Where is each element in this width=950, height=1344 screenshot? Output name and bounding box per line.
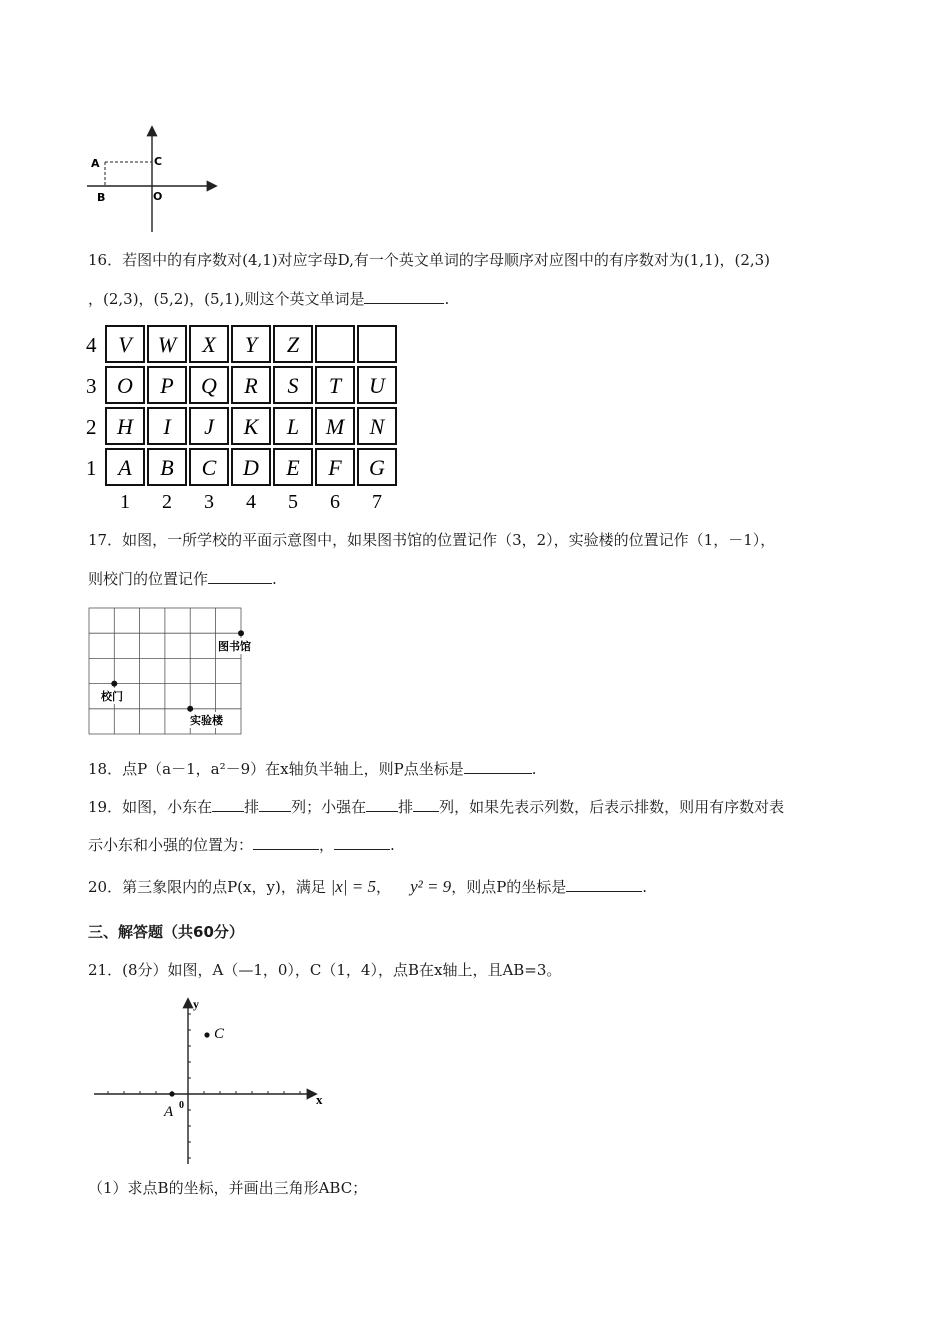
q19-line2-text: 示小东和小强的位置为：	[88, 836, 254, 854]
grid-letter: E	[286, 455, 300, 480]
q19-part5: 列，如果先表示列数，后表示排数，则用有序数对表	[439, 798, 785, 816]
grid-cell	[358, 326, 396, 362]
gate-label: 校门	[101, 690, 123, 703]
grid-letter: Y	[244, 332, 258, 357]
grid-row-number: 1	[86, 456, 97, 480]
question-17-line2: 则校门的位置记作 .	[88, 570, 277, 588]
grid-letter: U	[369, 373, 385, 398]
letter-grid	[82, 320, 402, 516]
grid-letter: A	[118, 455, 132, 480]
question-16-line1: 16．若图中的有序数对(4,1)对应字母D,有一个英文单词的字母顺序对应图中的有序数对为(1,1)，(2,3)	[88, 251, 771, 269]
section-3-heading: 三、解答题（共60分）	[88, 923, 244, 941]
q20-equation-abs-x: |x| = 5	[330, 877, 376, 896]
answer-blank-19c	[366, 796, 398, 812]
answer-blank-16	[364, 288, 444, 304]
grid-letter: D	[243, 455, 259, 480]
library-label: 图书馆	[218, 640, 251, 653]
q20-part1: 20．第三象限内的点P(x，y)，满足	[88, 878, 326, 896]
label-c: C	[154, 155, 163, 168]
grid-row-number: 4	[86, 333, 97, 357]
grid-letter: J	[204, 414, 214, 439]
question-19-line2: 示小东和小强的位置为： ， .	[88, 836, 395, 854]
school-map	[88, 606, 263, 736]
answer-blank-20	[566, 876, 642, 892]
grid-letter: Q	[201, 373, 217, 398]
grid-letter: R	[244, 373, 258, 398]
question-17-line2-text: 则校门的位置记作	[88, 570, 209, 588]
grid-col-number: 7	[372, 491, 382, 513]
label-b: B	[97, 191, 106, 204]
grid-row-number: 3	[86, 374, 97, 398]
answer-blank-17	[208, 568, 272, 584]
answer-blank-19f	[334, 834, 390, 850]
grid-letter: T	[328, 373, 342, 398]
question-16-line2: ，(2,3)，(5,2)，(5,1),则这个英文单词是 .	[88, 290, 450, 308]
grid-letter: B	[160, 455, 174, 480]
grid-col-number: 5	[288, 491, 298, 513]
axis-x-label: x	[316, 1092, 323, 1107]
question-20: 20．第三象限内的点P(x，y)，满足 |x| = 5， y² = 9，则点P的坐标是 .	[88, 877, 648, 896]
grid-letter: V	[118, 332, 132, 357]
grid-letter: N	[369, 414, 385, 439]
q20-equation-y-squared: y² = 9	[410, 877, 452, 896]
grid-letter: M	[325, 414, 345, 439]
lab-label: 实验楼	[190, 714, 223, 727]
q19-part1: 19．如图，小东在	[88, 798, 213, 816]
q19-sep: ，	[319, 836, 335, 854]
q19-part2: 排	[244, 798, 260, 816]
figure-15-axes	[85, 122, 225, 234]
grid-letter: W	[157, 332, 177, 357]
question-19-line1	[88, 796, 784, 817]
answer-blank-18	[464, 758, 532, 774]
grid-letter: I	[163, 414, 171, 439]
label-point-c: C	[214, 1026, 225, 1042]
question-18: 18．点P（a－1，a²－9）在x轴负半轴上，则P点坐标是 .	[88, 760, 537, 778]
grid-letter: G	[369, 455, 385, 480]
answer-blank-19e	[253, 834, 319, 850]
answer-blank-19b	[259, 796, 291, 812]
figure-21-axes	[90, 994, 340, 1166]
grid-col-number: 3	[204, 491, 214, 513]
grid-row-number: 2	[86, 415, 97, 439]
grid-col-number: 2	[162, 491, 172, 513]
grid-letter: H	[117, 414, 133, 439]
grid-col-number: 6	[330, 491, 340, 513]
grid-letter: S	[287, 373, 299, 398]
question-16-line2-text: ，(2,3)，(5,2)，(5,1),则这个英文单词是	[88, 290, 365, 308]
grid-letter: L	[286, 414, 300, 439]
grid-letter: K	[243, 414, 259, 439]
question-21-part1: （1）求点B的坐标，并画出三角形ABC；	[88, 1179, 368, 1197]
label-point-a: A	[164, 1104, 174, 1120]
grid-cell	[316, 326, 354, 362]
q20-part2: ，则点P的坐标是	[451, 878, 567, 896]
question-17-line1: 17．如图，一所学校的平面示意图中，如果图书馆的位置记作（3，2），实验楼的位置记作（1，－1），	[88, 531, 776, 549]
label-origin: 0	[179, 1100, 184, 1111]
label-a: A	[91, 157, 100, 170]
grid-col-number: 4	[246, 491, 256, 513]
question-18-text: 18．点P（a－1，a²－9）在x轴负半轴上，则P点坐标是	[88, 760, 464, 778]
question-21: 21．(8分）如图，A（—1，0），C（1，4），点B在x轴上，且AB=3。	[88, 961, 562, 979]
axis-y-label: y	[193, 997, 199, 1011]
grid-letter: O	[117, 373, 133, 398]
answer-blank-19a	[212, 796, 244, 812]
grid-col-number: 1	[120, 491, 130, 513]
grid-letter: X	[202, 332, 216, 357]
grid-letter: Z	[286, 332, 300, 357]
label-o: O	[153, 190, 163, 203]
grid-letter: P	[160, 373, 174, 398]
q19-part4: 排	[398, 798, 414, 816]
answer-blank-19d	[413, 796, 439, 812]
grid-letter: C	[201, 455, 217, 480]
grid-letter: F	[328, 455, 342, 480]
q19-part3: 列；小强在	[291, 798, 367, 816]
